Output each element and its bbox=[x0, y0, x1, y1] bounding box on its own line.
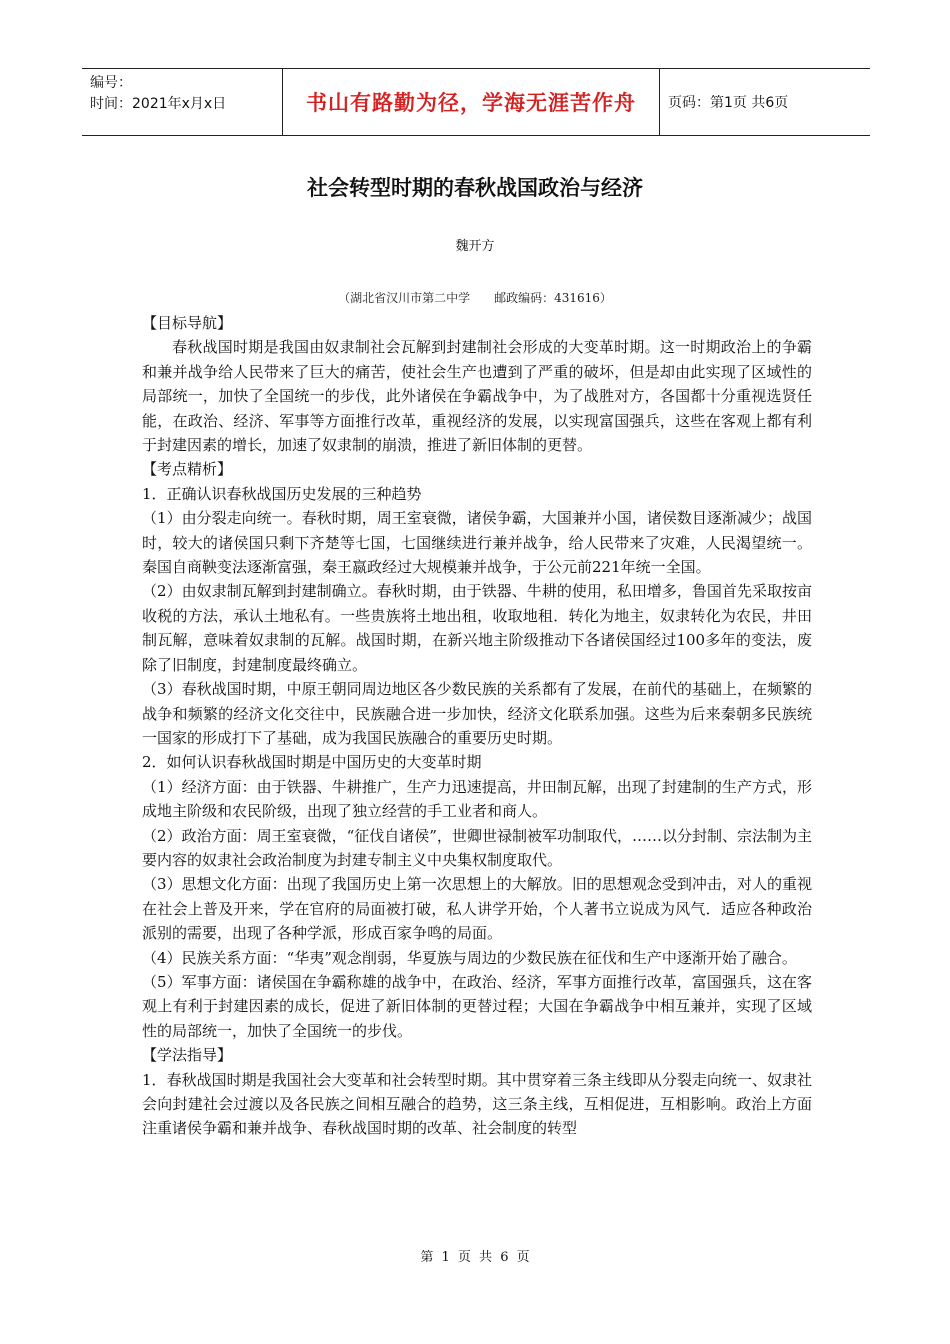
paragraph: （1）经济方面：由于铁器、牛耕推广，生产力迅速提高，井田制瓦解，出现了封建制的生产方式，形成地主阶级和农民阶级，出现了独立经营的手工业者和商人。 bbox=[142, 777, 812, 821]
paragraph: 【目标导航】 bbox=[142, 314, 233, 332]
article-body bbox=[142, 311, 812, 1141]
time-label: 时间：2021年x月x日 bbox=[90, 96, 227, 112]
paragraph: 【学法指导】 bbox=[142, 1046, 233, 1065]
paragraph: 【考点精析】 bbox=[142, 460, 233, 479]
paragraph: 2．如何认识春秋战国时期是中国历史的大变革时期 bbox=[142, 753, 482, 772]
paragraph: 春秋战国时期是我国由奴隶制社会瓦解到封建制社会形成的大变革时期。这一时期政治上的争霸和兼并战争给人民带来了巨大的痛苦，使社会生产也遭到了严重的破坏，但是却由此实现了区域性的局部统一，加快了全国统一的步伐，此外诸侯在争霸战争中，为了战胜对方，各国都十分重视选贤任能，在政治、经济、军事等方面推行改革，重视经济的发展，以实现富国强兵，这些在客观上都有利于封建因素的增长，加速了奴隶制的崩溃，推进了新旧体制的更替。 bbox=[142, 338, 812, 455]
affiliation: （湖北省汉川市第二中学 邮政编码：431616） bbox=[338, 291, 612, 305]
author: 魏开方 bbox=[455, 239, 495, 254]
document-title: 社会转型时期的春秋战国政治与经济 bbox=[307, 176, 643, 200]
paragraph: （5）军事方面：诸侯国在争霸称雄的战争中，在政治、经济，军事方面推行改革，富国强兵，这在客观上有利于封建因素的成长，促进了新旧体制的更替过程；大国在争霸战争中相互兼并，实现了区域性的局部统一，加快了全国统一的步伐。 bbox=[142, 972, 812, 1040]
paragraph: （2）由奴隶制瓦解到封建制确立。春秋时期，由于铁器、牛耕的使用，私田增多，鲁国首先采取按亩收税的方法，承认土地私有。一些贵族将土地出租，收取地租．转化为地主，奴隶转化为农民，井田制瓦解，意味着奴隶制的瓦解。战国时期，在新兴地主阶级推动下各诸侯国经过100多年的变法，废除了旧制度，封建制度最终确立。 bbox=[142, 582, 812, 674]
paragraph: （3）春秋战国时期，中原王朝同周边地区各少数民族的关系都有了发展，在前代的基础上，在频繁的战争和频繁的经济文化交往中，民族融合进一步加快，经济文化联系加强。这些为后来秦朝多民族统一国家的形成打下了基础，成为我国民族融合的重要历史时期。 bbox=[142, 680, 812, 747]
page-label: 页码：第1页 共6页 bbox=[668, 95, 789, 111]
paragraph: （1）由分裂走向统一。春秋时期，周王室衰微，诸侯争霸，大国兼并小国，诸侯数目逐渐减少；战国时，较大的诸侯国只剩下齐楚等七国，七国继续进行兼并战争，给人民带来了灾难，人民渴望统一。秦国自商鞅变法逐渐富强，秦王嬴政经过大规模兼并战争，于公元前221年统一全国。 bbox=[142, 509, 812, 577]
paragraph: （4）民族关系方面：“华夷”观念削弱，华夏族与周边的少数民族在征伐和生产中逐渐开始了融合。 bbox=[142, 948, 797, 967]
header-table bbox=[82, 68, 870, 136]
page-footer: 第 1 页 共 6 页 bbox=[420, 1250, 530, 1265]
paragraph: 1．正确认识春秋战国历史发展的三种趋势 bbox=[142, 484, 422, 503]
paragraph: （3）思想文化方面：出现了我国历史上第一次思想上的大解放。旧的思想观念受到冲击，对人的重视在社会上普及开来，学在官府的局面被打破，私人讲学开始，个人著书立说成为风气．适应各种政治派别的需要，出现了各种学派，形成百家争鸣的局面。 bbox=[142, 875, 812, 943]
header-info bbox=[82, 69, 282, 135]
number-label: 编号： bbox=[90, 75, 132, 91]
motto: 书山有路勤为径，学海无涯苦作舟 bbox=[282, 69, 660, 135]
paragraph: （2）政治方面：周王室衰微，“征伐自诸侯”，世卿世禄制被军功制取代，……以分封制、宗法制为主要内容的奴隶社会政治制度为封建专制主义中央集权制度取代。 bbox=[142, 826, 812, 869]
paragraph: 1．春秋战国时期是我国社会大变革和社会转型时期。其中贯穿着三条主线即从分裂走向统一、奴隶社会向封建社会过渡以及各民族之间相互融合的趋势，这三条主线，互相促进，互相影响。政治上方面注重诸侯争霸和兼并战争、春秋战国时期的改革、社会制度的转型 bbox=[142, 1070, 812, 1138]
